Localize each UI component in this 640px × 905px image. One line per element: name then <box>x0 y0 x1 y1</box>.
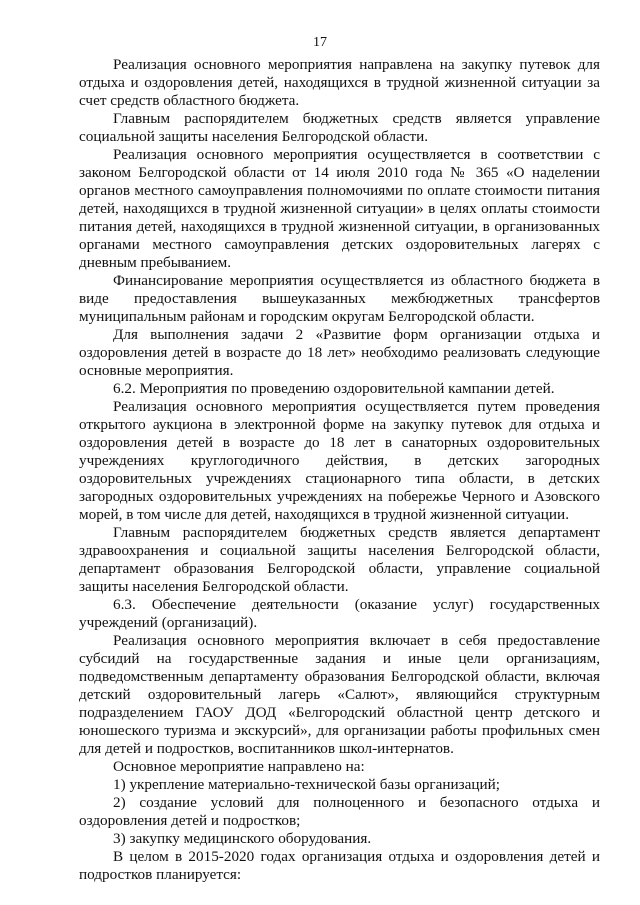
paragraph-10: Реализация основного мероприятия включает в себя предоставление субсидий на государственные задания и иные цели организациям, подведомственным департаменту образования Белгородской области, включая детский оздоровительный лагерь «Салют», являющийся структурным подразделением ГАОУ ДОД «Белгородский областной центр детского и юношеского туризма и экскурсий», для организации работы профильных смен для детей и подростков, воспитанников школ-интернатов. <box>79 632 600 757</box>
section-heading-6-2: 6.2. Мероприятия по проведению оздоровительной кампании детей. <box>113 380 555 397</box>
paragraph-3: Реализация основного мероприятия осуществляется в соответствии с законом Белгородской области от 14 июля 2010 года № 365 «О наделении органов местного самоуправления полномочиями по оплате стоимости питания детей, находящихся в трудной жизненной ситуации» в целях оплаты стоимости питания детей, находящихся в трудной жизненной ситуации, в организованных органами местного самоуправления детских оздоровительных лагерях с дневным пребыванием. <box>79 146 600 271</box>
list-item-3: 3) закупку медицинского оборудования. <box>113 830 372 847</box>
document-body <box>79 56 600 884</box>
paragraph-1: Реализация основного мероприятия направлена на закупку путевок для отдыха и оздоровления детей, находящихся в трудной жизненной ситуации за счет средств областного бюджета. <box>79 56 600 109</box>
paragraph-11: Основное мероприятие направлено на: <box>113 758 365 775</box>
paragraph-4: Финансирование мероприятия осуществляется из областного бюджета в виде предоставления вышеуказанных межбюджетных трансфертов муниципальным районам и городским округам Белгородской области. <box>79 272 600 325</box>
list-item-1: 1) укрепление материально-технической базы организаций; <box>113 776 500 793</box>
section-heading-6-3: 6.3. Обеспечение деятельности (оказание услуг) государственных учреждений (организаций). <box>79 596 600 631</box>
paragraph-15: В целом в 2015-2020 годах организация отдыха и оздоровления детей и подростков планируется: <box>79 848 600 883</box>
list-item-2: 2) создание условий для полноценного и безопасного отдыха и оздоровления детей и подростков; <box>79 794 600 829</box>
paragraph-7: Реализация основного мероприятия осуществляется путем проведения открытого аукциона в электронной форме на закупку путевок для отдыха и оздоровления детей в возрасте до 18 лет в санаторных оздоровительных учреждениях круглогодичного действия, в детских загородных оздоровительных учреждениях стационарного типа области, в детских загородных оздоровительных учреждениях на побережье Черного и Азовского морей, в том числе для детей, находящихся в трудной жизненной ситуации. <box>79 398 600 523</box>
paragraph-5: Для выполнения задачи 2 «Развитие форм организации отдыха и оздоровления детей в возрасте до 18 лет» необходимо реализовать следующие основные мероприятия. <box>79 326 600 379</box>
page-number: 17 <box>313 35 327 50</box>
paragraph-2: Главным распорядителем бюджетных средств является управление социальной защиты населения Белгородской области. <box>79 110 600 145</box>
paragraph-8: Главным распорядителем бюджетных средств является департамент здравоохранения и социальной защиты населения Белгородской области, департамент образования Белгородской области, управление социальной защиты населения Белгородской области. <box>79 524 600 595</box>
